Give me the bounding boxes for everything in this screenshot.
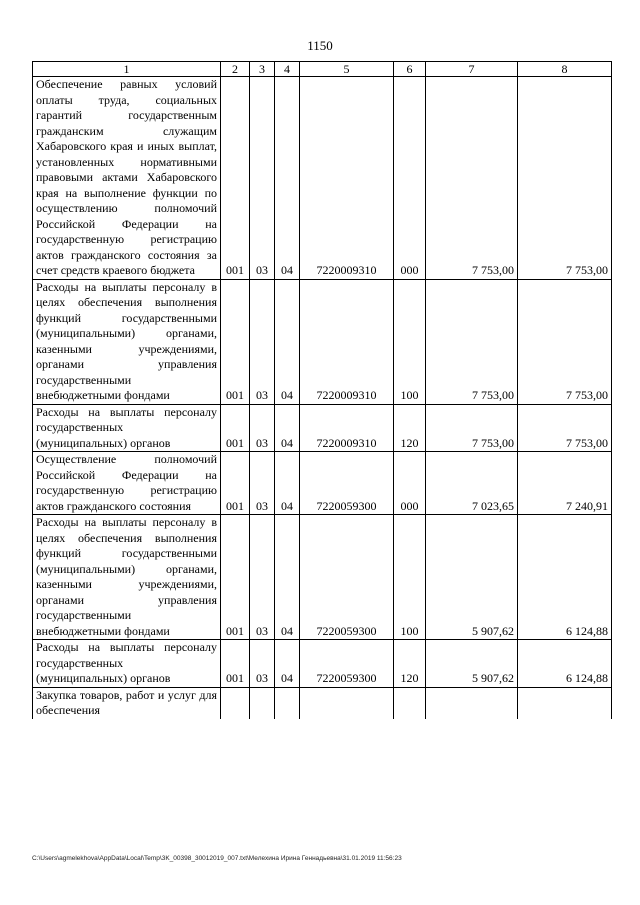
section-code: 03: [250, 404, 275, 452]
row-description: Закупка товаров, работ и услуг для обеспечения: [33, 687, 221, 719]
table-row: [33, 640, 612, 688]
table-row: [33, 452, 612, 515]
row-description: Обеспечение равных условий оплаты труда, социальных гарантий государственным гражданским служащим Хабаровского края и иных выплат, установленных нормативными правовыми актами Хабаровского края на выполнение функции по осуществлению полномочий Российской Федерации на государственную регистрацию актов гражданского состояния за счет средств краевого бюджета: [33, 77, 221, 280]
ministry-code: 001: [221, 452, 250, 515]
subsection-code: 04: [275, 77, 300, 280]
amount-year-1: 5 907,62: [426, 640, 518, 688]
empty-cell: [518, 687, 612, 719]
column-header: 1: [33, 62, 221, 77]
section-code: 03: [250, 279, 275, 404]
section-code: 03: [250, 77, 275, 280]
table-row-partial: [33, 687, 612, 719]
target-article-code: 7220059300: [300, 452, 394, 515]
amount-year-1: 7 753,00: [426, 77, 518, 280]
amount-year-1: 7 753,00: [426, 279, 518, 404]
expense-type-code: 100: [394, 515, 426, 640]
empty-cell: [394, 687, 426, 719]
ministry-code: 001: [221, 515, 250, 640]
expense-type-code: 120: [394, 404, 426, 452]
amount-year-2: 6 124,88: [518, 515, 612, 640]
target-article-code: 7220059300: [300, 515, 394, 640]
amount-year-2: 7 753,00: [518, 404, 612, 452]
empty-cell: [275, 687, 300, 719]
column-header: 6: [394, 62, 426, 77]
table-row: [33, 515, 612, 640]
table-row: [33, 404, 612, 452]
ministry-code: 001: [221, 279, 250, 404]
row-description: Расходы на выплаты персоналу в целях обеспечения выполнения функций государственными (муниципальными) органами, казенными учреждениями, органами управления государственными внебюджетными фондами: [33, 515, 221, 640]
subsection-code: 04: [275, 404, 300, 452]
page-number: 1150: [307, 38, 333, 53]
section-code: 03: [250, 515, 275, 640]
target-article-code: 7220059300: [300, 640, 394, 688]
column-header: 5: [300, 62, 394, 77]
budget-table: [32, 61, 612, 719]
column-header: 7: [426, 62, 518, 77]
empty-cell: [426, 687, 518, 719]
amount-year-1: 5 907,62: [426, 515, 518, 640]
table-row: [33, 279, 612, 404]
table-row: [33, 77, 612, 280]
subsection-code: 04: [275, 515, 300, 640]
column-header: 4: [275, 62, 300, 77]
empty-cell: [250, 687, 275, 719]
target-article-code: 7220009310: [300, 404, 394, 452]
section-code: 03: [250, 452, 275, 515]
expense-type-code: 100: [394, 279, 426, 404]
subsection-code: 04: [275, 279, 300, 404]
section-code: 03: [250, 640, 275, 688]
target-article-code: 7220009310: [300, 279, 394, 404]
row-description: Расходы на выплаты персоналу в целях обеспечения выполнения функций государственными (муниципальными) органами, казенными учреждениями, органами управления государственными внебюджетными фондами: [33, 279, 221, 404]
subsection-code: 04: [275, 640, 300, 688]
amount-year-2: 7 753,00: [518, 77, 612, 280]
amount-year-2: 7 240,91: [518, 452, 612, 515]
row-description: Расходы на выплаты персоналу государственных (муниципальных) органов: [33, 640, 221, 688]
amount-year-1: 7 753,00: [426, 404, 518, 452]
file-path-footer: C:\Users\agmelekhova\AppData\Local\Temp\3K_00398_30012019_007.txt\Мелехина Ирина Геннадьевна\31.01.2019 11:56:23: [32, 855, 402, 862]
row-description: Осуществление полномочий Российской Федерации на государственную регистрацию актов гражданского состояния: [33, 452, 221, 515]
amount-year-2: 6 124,88: [518, 640, 612, 688]
amount-year-1: 7 023,65: [426, 452, 518, 515]
expense-type-code: 120: [394, 640, 426, 688]
ministry-code: 001: [221, 77, 250, 280]
column-header: 2: [221, 62, 250, 77]
expense-type-code: 000: [394, 452, 426, 515]
empty-cell: [300, 687, 394, 719]
amount-year-2: 7 753,00: [518, 279, 612, 404]
ministry-code: 001: [221, 640, 250, 688]
target-article-code: 7220009310: [300, 77, 394, 280]
expense-type-code: 000: [394, 77, 426, 280]
ministry-code: 001: [221, 404, 250, 452]
empty-cell: [221, 687, 250, 719]
table-header-row: [33, 62, 612, 77]
subsection-code: 04: [275, 452, 300, 515]
column-header: 8: [518, 62, 612, 77]
row-description: Расходы на выплаты персоналу государственных (муниципальных) органов: [33, 404, 221, 452]
column-header: 3: [250, 62, 275, 77]
